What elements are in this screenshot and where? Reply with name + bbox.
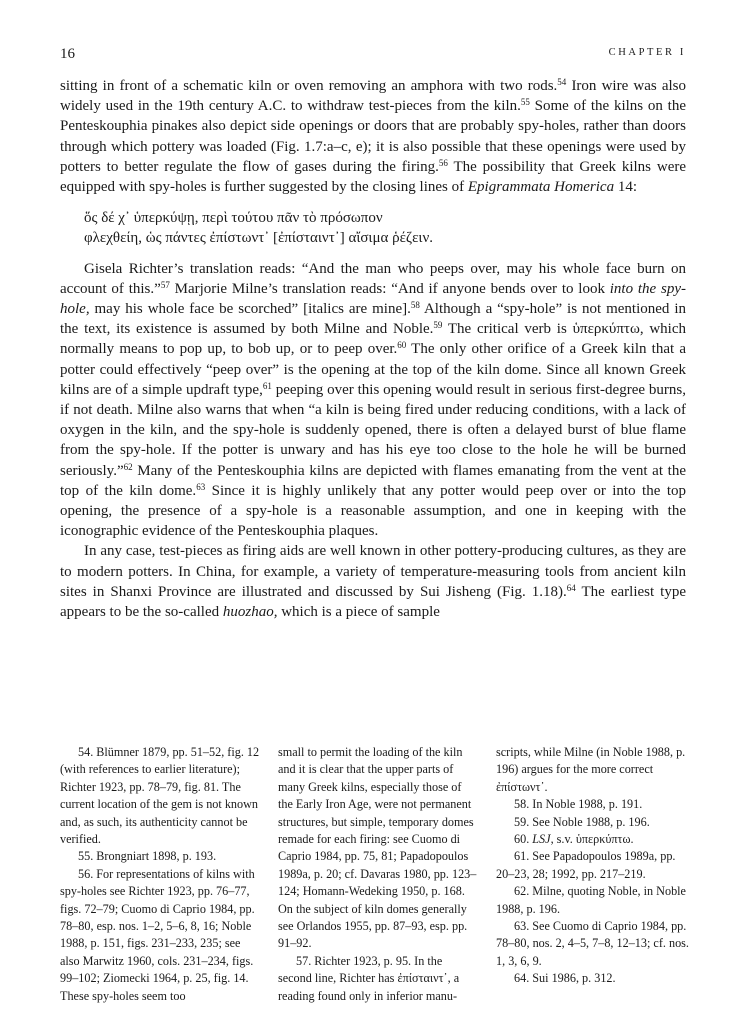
footnote-58: 58. In Noble 1988, p. 191. bbox=[514, 797, 643, 812]
footnote-56-continued: small to permit the loading of the kiln and it is clear that the upper parts of many Greek kilns, especially those of the Early Iron Age, were not permanent structures, but simple, temporary domes remade for each firing: see Cuomo di Caprio 1984, pp. 75, 81; Papadopoulos 1989a, p. 20; cf. Davaras 1980, pp. 123–124; Homann-Wedeking 1950, p. 168. On the subject of kiln domes generally see Orlandos 1955, pp. 87–93, esp. pp. 91–92. bbox=[278, 745, 477, 951]
footnote-59: 59. See Noble 1988, p. 196. bbox=[514, 814, 650, 829]
greek-line-2: φλεχθείη, ὡς πάντες ἐπίστωντ᾽ [ἐπίσταιντ᾽] αἴσιμα ῥέζειν. bbox=[84, 230, 433, 247]
running-head: CHAPTER I bbox=[608, 47, 686, 58]
text-span: In any case, test-pieces as firing aids are well known in other pottery-producing cultures, as they are to modern potters. In China, for example, a variety of temperature-measuring tools from ancient kiln sites in Shanxi Province are illustrated and discussed by Sui Jisheng (Fig. 1.18). bbox=[60, 543, 686, 600]
footnote-56: 56. For representations of kilns with spy-holes see Richter 1923, pp. 76–77, figs. 72–79; Cuomo di Caprio 1984, pp. 78–80, esp. nos. 1–2, 5–6, 8, 16; Noble 1988, p. 151, figs. 231–233, 235; see also Marwitz 1960, cols. 231–234, figs. 99–102; Ziomecki 1964, p. 25, fig. 14. These spy-holes seem too bbox=[60, 866, 255, 1003]
footnotes bbox=[60, 744, 696, 1005]
footnote-ref: 57 bbox=[160, 279, 170, 290]
footnote-ref: 61 bbox=[262, 380, 272, 391]
text-span: , s.v. ὑπερκύπτω. bbox=[550, 832, 634, 847]
footnote-ref: 56 bbox=[438, 157, 448, 168]
italic-text: into the spy-hole, bbox=[60, 280, 686, 318]
footnote-ref: 54 bbox=[557, 77, 567, 87]
footnote-60 bbox=[496, 831, 696, 848]
footnote-ref: 62 bbox=[123, 461, 133, 472]
text-span: sitting in front of a schematic kiln or oven removing an amphora with two rods. bbox=[60, 78, 558, 94]
page-number: 16 bbox=[60, 46, 75, 62]
footnote-57-continued: scripts, while Milne (in Noble 1988, p. 196) argues for the more correct ἐπίστωντ᾽. bbox=[496, 745, 686, 794]
footnote-column-3 bbox=[496, 744, 696, 1005]
text-span: Many of the Penteskouphia kilns are depicted with flames emanating from the vent at the top of the kiln dome. bbox=[60, 462, 686, 499]
text-span: The critical verb is ὑπερκύπτω, which normally means to pop up, to bob up, or to peep over. bbox=[60, 321, 686, 358]
footnote-column-2 bbox=[278, 744, 478, 1005]
text-span: 60. bbox=[514, 832, 533, 847]
paragraph-1 bbox=[60, 76, 686, 197]
text-span: Some of the kilns on the Penteskouphia pinakes also depict side openings or doors that are probably spy-holes, rather than doors through which pottery was loaded (Fig. 1.7:a–c, e); it is also possible that these openings were used by potters to better regulate the flow of gases during the firing. bbox=[60, 98, 686, 175]
footnote-ref: 63 bbox=[196, 481, 206, 492]
footnote-ref: 58 bbox=[410, 300, 420, 311]
footnote-column-1 bbox=[60, 744, 260, 1005]
paragraph-2 bbox=[60, 259, 686, 542]
footnote-ref: 55 bbox=[520, 97, 530, 108]
text-span: Gisela Richter’s translation reads: “And the man who peeps over, may his whole face burn on account of this.” bbox=[60, 260, 686, 297]
paragraph-3 bbox=[60, 541, 686, 622]
footnote-55: 55. Brongniart 1898, p. 193. bbox=[78, 849, 217, 864]
main-text bbox=[60, 76, 686, 622]
italic-abbrev: LSJ bbox=[532, 832, 551, 847]
text-span: Since it is highly unlikely that any potter would peep over or into the top opening, the presence of a spy-hole is a reasonable assumption, and one in keeping with the iconographic evidence of the Penteskouphia plaques. bbox=[60, 482, 686, 540]
italic-term: huozhao, bbox=[222, 604, 278, 621]
footnote-ref: 60 bbox=[397, 340, 407, 351]
text-span: The only other orifice of a Greek kiln that a potter could effectively “peep over” is the opening at the top of the kiln dome. Since all known Greek kilns are of a simple updraft type, bbox=[60, 341, 686, 398]
text-span: which is a piece of sample bbox=[277, 604, 440, 621]
footnote-64: 64. Sui 1986, p. 312. bbox=[514, 971, 616, 986]
greek-line-1: ὅς δέ χ᾽ ὑπερκύψῃ, περὶ τούτου πᾶν τὸ πρόσωπον bbox=[84, 210, 383, 227]
text-span: 14: bbox=[614, 179, 638, 196]
text-span: Iron wire was also widely used in the 19th century A.C. to withdraw test-pieces from the kiln. bbox=[60, 78, 686, 115]
footnote-63: 63. See Cuomo di Caprio 1984, pp. 78–80, nos. 2, 4–5, 7–8, 12–13; cf. nos. 1, 3, 6, 9. bbox=[496, 919, 689, 968]
footnote-57: 57. Richter 1923, p. 95. In the second line, Richter has ἐπίσταιντ᾽, a reading found only in inferior manu- bbox=[278, 953, 460, 1003]
text-span: Although a “spy-hole” is not mentioned in the text, its existence is assumed by both Milne and Noble. bbox=[60, 301, 686, 338]
text-span: The possibility that Greek kilns were equipped with spy-holes is further suggested by the closing lines of bbox=[60, 158, 686, 196]
footnote-62: 62. Milne, quoting Noble, in Noble 1988, p. 196. bbox=[496, 884, 686, 916]
text-span: The earliest type appears to be the so-called bbox=[60, 583, 687, 621]
greek-quotation bbox=[84, 208, 686, 248]
text-span: Marjorie Milne’s translation reads: “And if anyone bends over to look bbox=[169, 280, 610, 297]
text-span: peeping over this opening would result in serious first-degree burns, if not death. Milne also warns that when “a kiln is being fired under reducing conditions, with a lack of oxygen in the kiln, and the spy-hole is suddenly opened, there is often a delayed burst of blue flame from the spy-hole. If the potter is unwary and has his eye too close to the hole he will be burned seriously.” bbox=[60, 381, 686, 479]
footnote-54: 54. Blümner 1879, pp. 51–52, fig. 12 (with references to earlier literature); Richter 1923, pp. 78–79, fig. 81. The current location of the gem is not known and, as such, its authenticity cannot be verified. bbox=[60, 745, 260, 847]
footnote-61: 61. See Papadopoulos 1989a, pp. 20–23, 28; 1992, pp. 217–219. bbox=[496, 849, 676, 881]
footnote-ref: 64 bbox=[566, 582, 576, 593]
footnote-ref: 59 bbox=[433, 320, 443, 331]
text-span: may his whole face be scorched” [italics are mine]. bbox=[89, 301, 411, 318]
italic-title: Epigrammata Homerica bbox=[467, 179, 615, 196]
